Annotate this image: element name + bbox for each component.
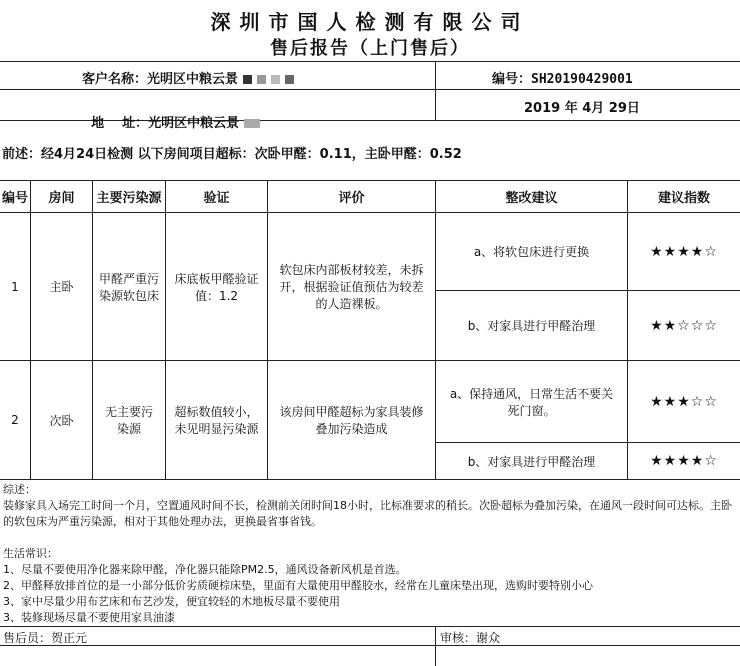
divider [0, 61, 740, 62]
suggestion-item: b、对家具进行甲醛治理 [467, 454, 596, 469]
divider [0, 645, 740, 646]
customer-name: 客户名称：光明区中粮云景 [82, 68, 294, 87]
evaluation: 软包床内部板材较差，未拆开，根据验证值预估为较差的人造裸板。 [279, 263, 424, 311]
row-number: 1 [11, 279, 19, 294]
divider [435, 626, 436, 666]
company-title: 深圳市国人检测有限公司 [210, 10, 530, 34]
divider [0, 626, 740, 627]
report-subtitle: 售后报告（上门售后） [270, 38, 470, 59]
report-date: 2019 年 4月 29日 [524, 101, 640, 116]
summary-title: 综述： [3, 483, 36, 496]
verification: 超标数值较小，未见明显污染源 [174, 405, 259, 436]
reviewer: 审核：谢众 [440, 631, 501, 645]
rating-stars: ★★★★☆ [650, 453, 718, 469]
suggestion-item: a、保持通风，日常生活不要关死门窗。 [449, 386, 614, 418]
tip-item: 3、装修现场尽量不要使用家具油漆 [3, 611, 175, 624]
redaction-block [244, 119, 260, 128]
divider [0, 89, 740, 90]
redaction-block [257, 75, 266, 84]
column-header-source: 主要污染源 [96, 191, 162, 206]
redaction-block [243, 75, 252, 84]
evaluation: 该房间甲醛超标为家具装修叠加污染造成 [279, 405, 424, 436]
divider [0, 479, 740, 480]
report-number: 编号：SH20190429001 [492, 72, 633, 87]
rating-stars: ★★★☆☆ [650, 393, 718, 410]
row-number: 2 [11, 413, 19, 427]
suggestion-item: b、对家具进行甲醛治理 [467, 319, 596, 333]
rating-stars: ★★☆☆☆ [650, 317, 718, 334]
summary-section [3, 482, 738, 626]
column-header-suggestion: 整改建议 [505, 191, 558, 206]
pollution-source: 甲醛严重污染源软包床 [98, 271, 159, 303]
tip-item: 1、尽量不要使用净化器来除甲醛，净化器只能除PM2.5，通风设备新风机是首选。 [3, 563, 407, 576]
after-sales-person: 售后员：贺正元 [3, 631, 88, 645]
redaction-block [285, 75, 294, 84]
column-header-verify: 验证 [203, 191, 230, 206]
column-header-evaluation: 评价 [338, 191, 365, 206]
column-header-room: 房间 [48, 191, 75, 206]
suggestion-item: a、将软包床进行更换 [473, 245, 590, 259]
verification: 床底板甲醛验证值：1.2 [174, 271, 259, 303]
divider [435, 61, 436, 120]
foreword-text: 前述：经4月24日检测 以下房间项目超标：次卧甲醛：0.11，主卧甲醛：0.52 [2, 147, 462, 162]
redaction-block [271, 75, 280, 84]
address: 地 址：光明区中粮云景 [82, 97, 260, 131]
summary-text: 装修家具入场完工时间一个月，空置通风时间不长，检测前关闭时间18小时，比标准要求的稍长。次卧超标为叠加污染，在通风一段时间可达标。主卧的软包床为严重污染源，相对于其他处理办法，更换最省事省钱。 [3, 499, 732, 528]
pollution-source: 无主要污染源 [104, 405, 153, 436]
rating-stars: ★★★★☆ [650, 243, 718, 260]
tip-item: 2、甲醛释放排首位的是一小部分低价劣质硬棕床垫，里面有大量使用甲醛胶水，经常在儿童床垫出现，选购时要特别小心 [3, 579, 593, 592]
tips-title: 生活常识： [3, 547, 58, 560]
column-header-no: 编号 [1, 191, 28, 206]
room-name: 次卧 [49, 413, 74, 428]
tip-item: 3、家中尽量少用布艺床和布艺沙发，便宜较轻的木地板尽量不要使用 [3, 595, 340, 608]
room-name: 主卧 [49, 280, 74, 294]
column-header-rating: 建议指数 [657, 191, 710, 206]
